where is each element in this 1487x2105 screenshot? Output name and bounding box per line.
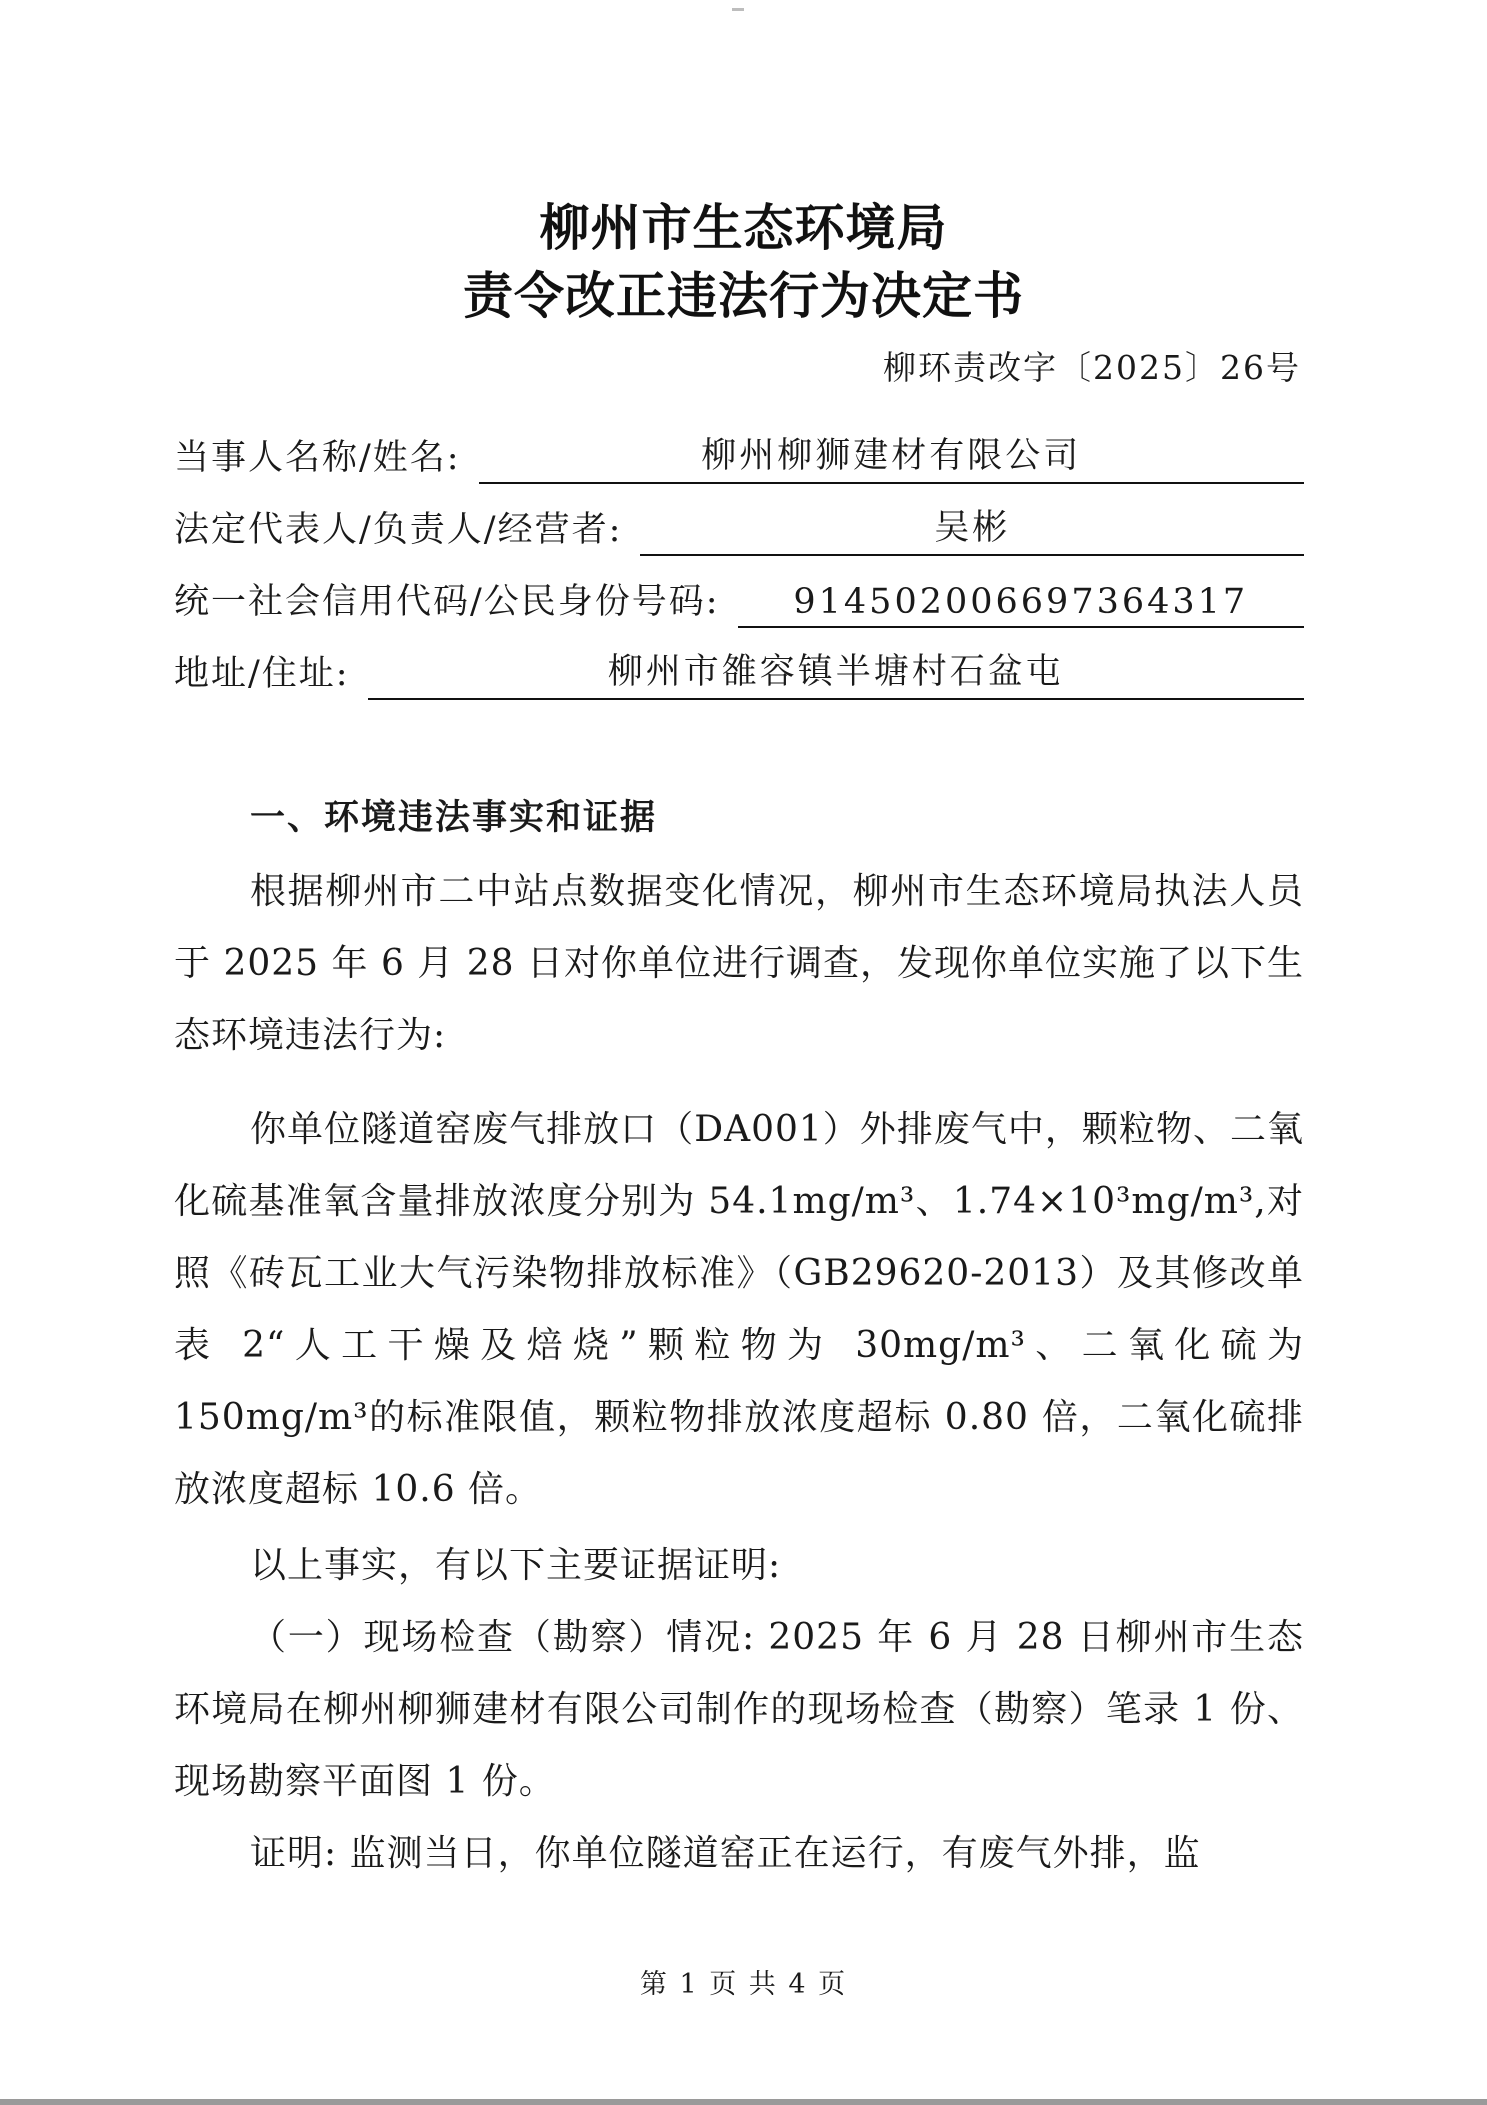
address-field bbox=[174, 650, 1304, 700]
party-name-field bbox=[174, 434, 1304, 484]
paragraph-evidence-item-1: （一）现场检查（勘察）情况: 2025 年 6 月 28 日柳州市生态环境局在柳州柳狮建材有限公司制作的现场检查（勘察）笔录 1 份、现场勘察平面图 1 份。 bbox=[174, 1617, 1304, 1802]
section-heading: 一、环境违法事实和证据 bbox=[250, 798, 658, 838]
scan-edge bbox=[0, 2099, 1487, 2105]
legal-representative-field bbox=[174, 506, 1304, 556]
legal-representative-value: 吴彬 bbox=[640, 500, 1304, 556]
party-name-label: 当事人名称/姓名: bbox=[174, 438, 461, 478]
paragraph-evidence-intro: 以上事实，有以下主要证据证明: bbox=[250, 1545, 782, 1586]
credit-code-label: 统一社会信用代码/公民身份号码: bbox=[174, 582, 720, 622]
party-name-value: 柳州柳狮建材有限公司 bbox=[479, 428, 1304, 484]
credit-code-value: 914502006697364317 bbox=[738, 582, 1304, 628]
address-label: 地址/住址: bbox=[174, 654, 350, 694]
paragraph-investigation: 根据柳州市二中站点数据变化情况，柳州市生态环境局执法人员于 2025 年 6 月 28 日对你单位进行调查，发现你单位实施了以下生态环境违法行为: bbox=[174, 871, 1304, 1056]
document-number: 柳环责改字〔2025〕26号 bbox=[883, 348, 1301, 387]
credit-code-field bbox=[174, 578, 1304, 628]
page-number: 第 1 页 共 4 页 bbox=[639, 1969, 848, 2000]
paragraph-violation-facts: 你单位隧道窑废气排放口（DA001）外排废气中，颗粒物、二氧化硫基准氧含量排放浓度分别为 54.1mg/m³、1.74×10³mg/m³,对照《砖瓦工业大气污染物排放标准》（GB29620-2013）及其修改单表 2“人工干燥及焙烧”颗粒物为 30mg/m³、二氧化硫为 150mg/m³的标准限值，颗粒物排放浓度超标 0.80 倍，二氧化硫排放浓度超标 10.6 倍。 bbox=[174, 1109, 1304, 1510]
document-title: 责令改正违法行为决定书 bbox=[463, 267, 1024, 325]
issuing-authority-title: 柳州市生态环境局 bbox=[539, 199, 948, 257]
paragraph-proof: 证明: 监测当日，你单位隧道窑正在运行，有废气外排，监 bbox=[250, 1833, 1201, 1874]
address-value: 柳州市雒容镇半塘村石盆屯 bbox=[368, 644, 1304, 700]
legal-representative-label: 法定代表人/负责人/经营者: bbox=[174, 510, 623, 550]
scan-mark bbox=[732, 8, 744, 11]
